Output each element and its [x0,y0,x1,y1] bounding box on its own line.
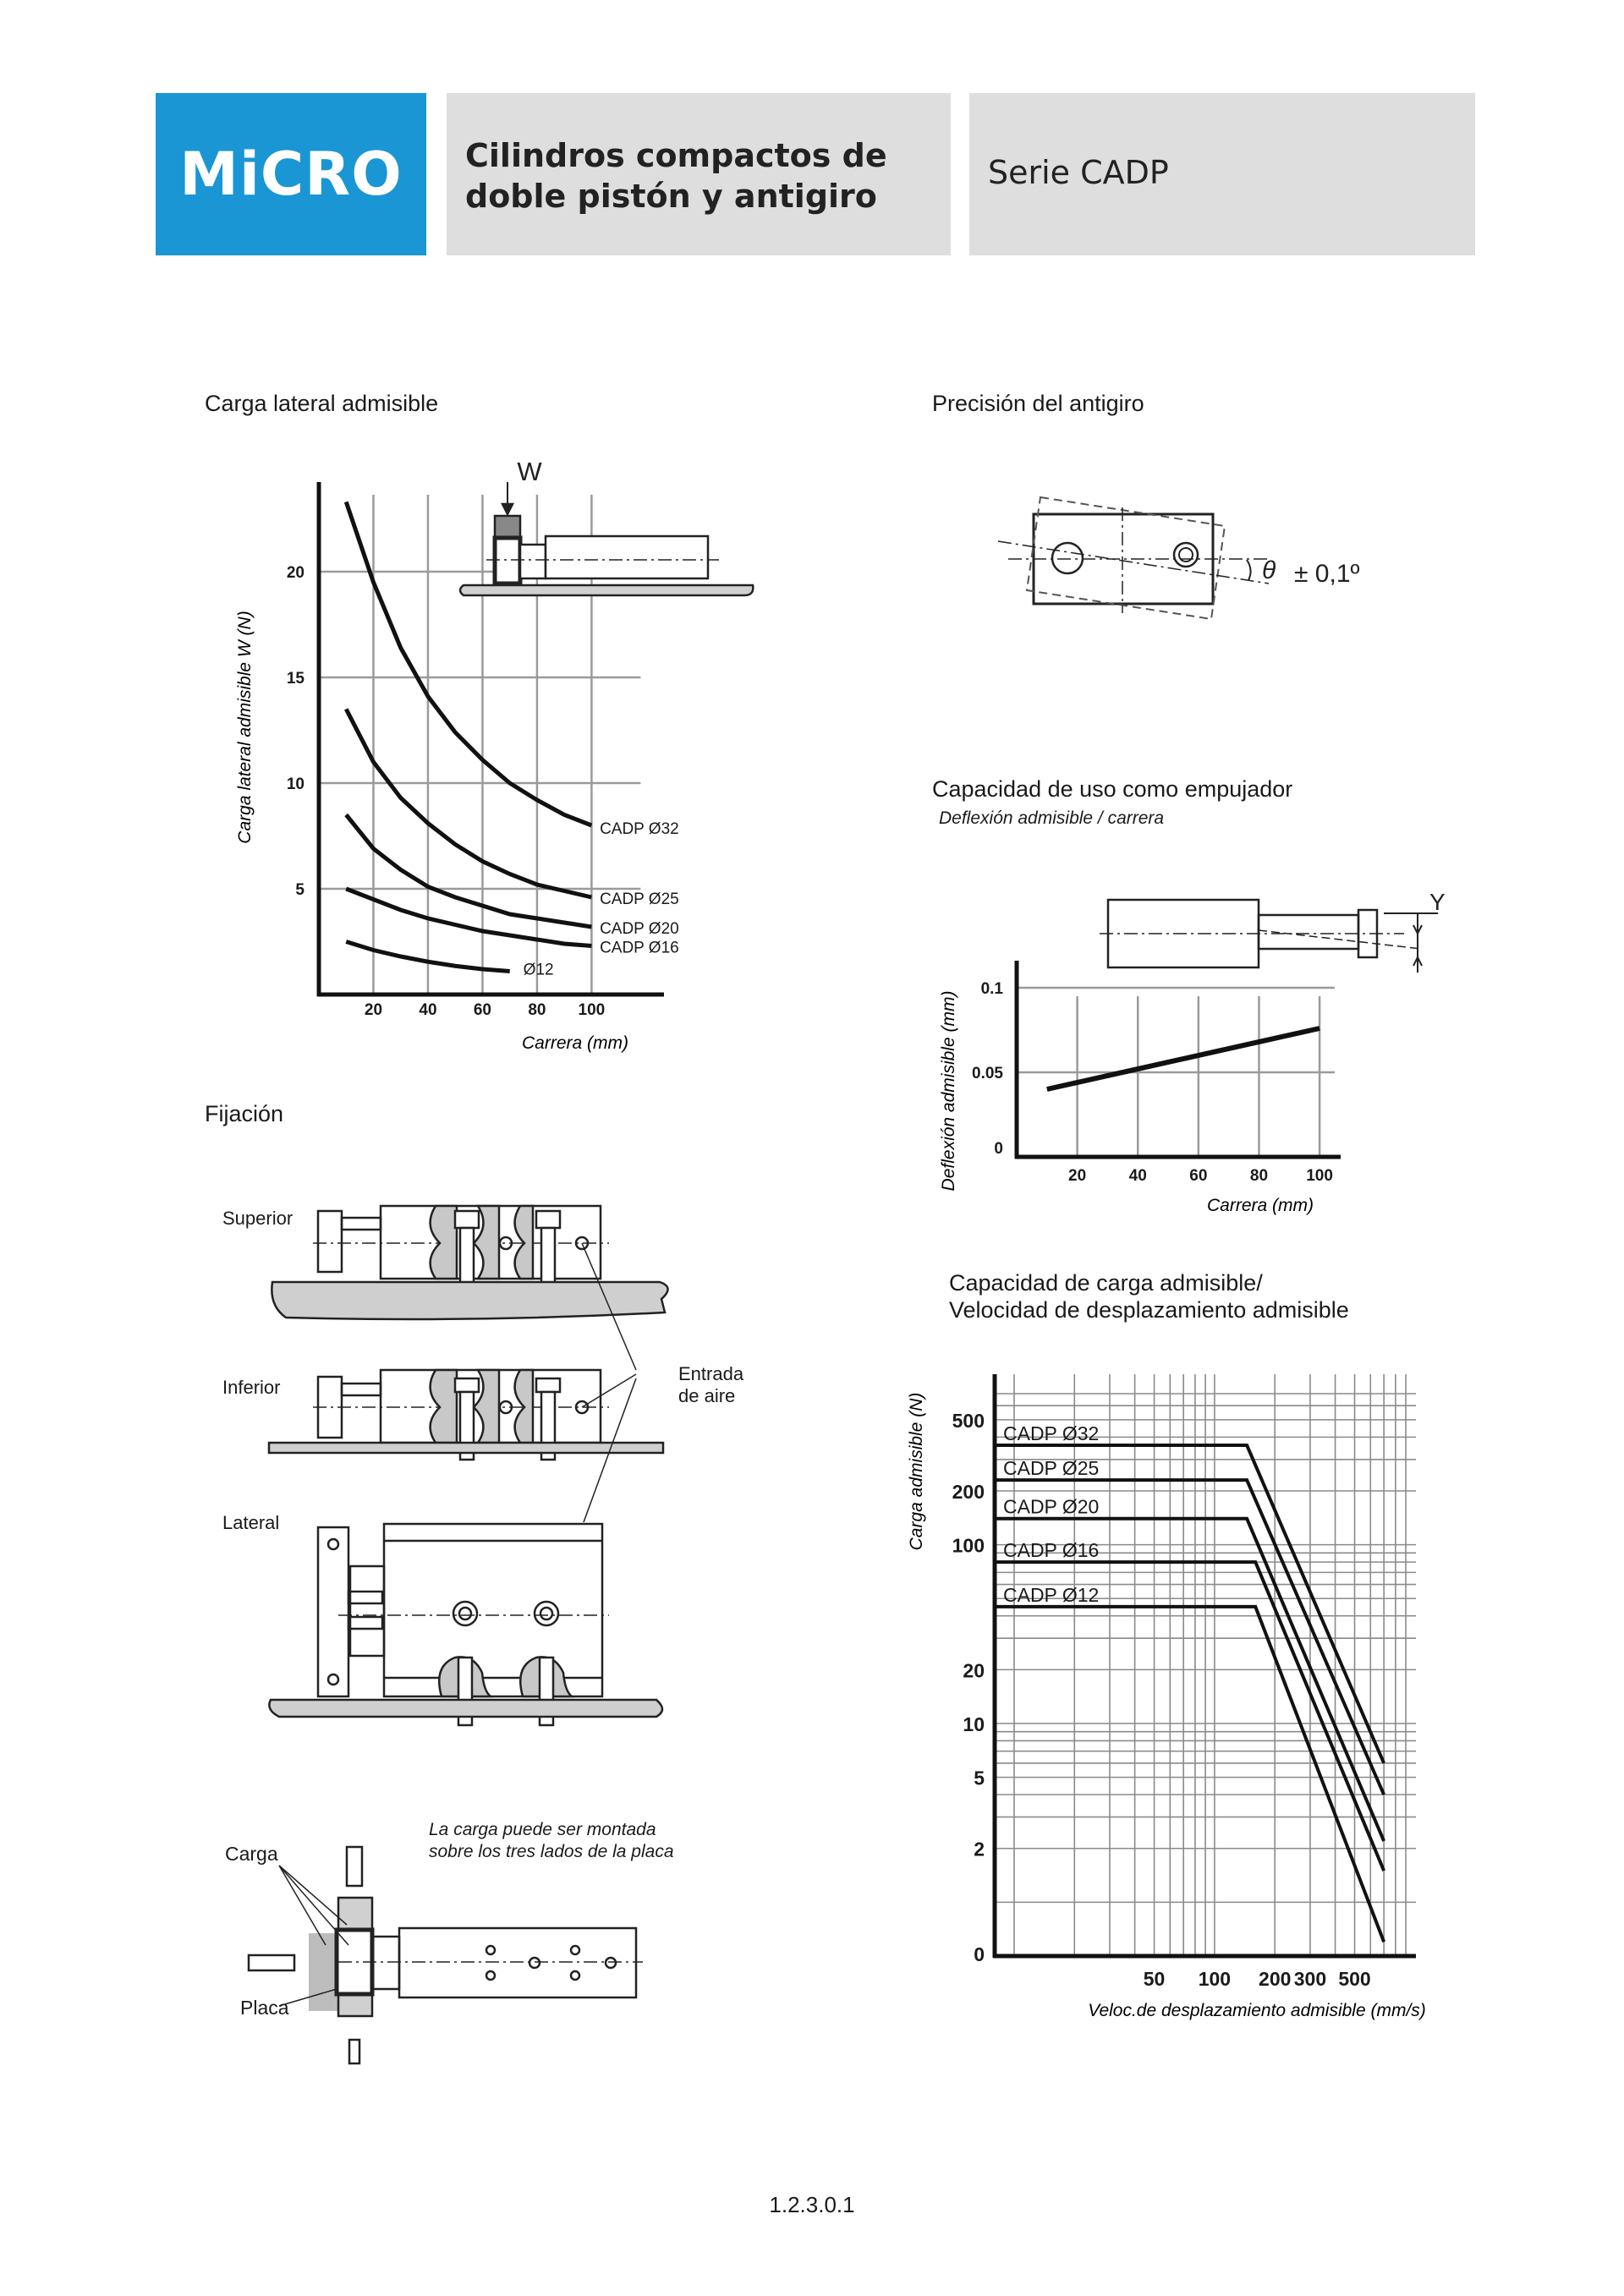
fixing-lateral-label: Lateral [222,1512,280,1533]
force-w-label: W [517,457,542,486]
load-note-line2: sobre los tres lados de la placa [429,1842,674,1861]
load-plate-drawing [249,1847,643,2063]
y-tick-label: 20 [963,1659,985,1682]
speed-load-title-line1: Capacidad de carga admisible/ [949,1270,1263,1296]
x-tick-label: 60 [1189,1167,1208,1185]
x-tick-label: 40 [1128,1167,1147,1185]
fixing-superior-label: Superior [222,1208,294,1229]
series-label: Ø12 [523,961,554,979]
antirotation-title: Precisión del antigiro [932,391,1144,416]
lateral-load-ylabel: Carga lateral admisible W (N) [235,611,255,844]
lateral-load-chart [235,457,753,1053]
series-label: CADP Ø16 [1003,1539,1100,1562]
fixing-lateral-drawing [269,1524,662,1725]
deflection-line [1047,1028,1320,1089]
x-tick-label: 500 [1338,1968,1371,1990]
air-inlet-line1: Entrada [678,1363,744,1384]
theta-label: θ [1262,556,1276,584]
pusher-y-label: Y [1429,889,1446,915]
x-tick-label: 300 [1293,1968,1327,1990]
y-tick-label: 500 [952,1409,985,1432]
fixing-superior-drawing [272,1206,667,1319]
y-tick-label: 10 [286,775,304,793]
curve-cadp-25 [346,710,591,898]
x-tick-label: 100 [1198,1968,1232,1990]
speed-load-xlabel: Veloc.de desplazamiento admisible (mm/s) [1088,2001,1426,2020]
speed-load-title-line2: Velocidad de desplazamiento admisible [949,1297,1349,1323]
x-tick-label: 60 [473,1001,492,1019]
series-label: CADP Ø32 [1003,1422,1100,1445]
x-tick-label: 100 [578,1001,606,1019]
y-tick-label: 5 [974,1767,985,1789]
header-title-line2: doble pistón y antigiro [465,178,877,215]
y-tick-label: 0.1 [980,980,1003,998]
y-tick-label: 200 [952,1481,985,1504]
y-tick-label: 20 [286,564,304,582]
y-tick-label: 0.05 [972,1065,1003,1082]
logo-text: MiCRO [179,140,403,209]
header-series: Serie CADP [988,154,1169,191]
x-tick-label: 40 [419,1001,437,1019]
series-label: CADP Ø12 [1003,1583,1100,1606]
x-tick-label: 100 [1306,1167,1333,1185]
deflection-ylabel: Deflexión admisible (mm) [939,990,958,1192]
x-tick-label: 20 [364,1001,383,1019]
x-tick-label: 80 [1249,1167,1269,1185]
x-tick-label: 50 [1143,1968,1166,1990]
header-title-line1: Cilindros compactos de [465,137,887,174]
pusher-title: Capacidad de uso como empujador [932,776,1293,802]
carga-label: Carga [225,1843,278,1865]
lateral-load-title: Carga lateral admisible [205,391,439,416]
curve-cadp-25 [995,1480,1384,1795]
page-number: 1.2.3.0.1 [769,2192,855,2217]
placa-label: Placa [240,1997,289,2019]
series-label: CADP Ø20 [600,920,679,938]
y-tick-label: 100 [952,1534,985,1557]
series-label: CADP Ø25 [600,890,679,908]
speed-load-chart [907,1374,1426,2020]
x-tick-label: 200 [1259,1968,1292,1990]
deflection-chart [939,961,1341,1215]
fixing-inferior-label: Inferior [222,1377,281,1398]
load-note-line1: La carga puede ser montada [429,1820,656,1839]
curve-cadp-20 [346,815,591,928]
y-tick-label: 0 [974,1943,985,1965]
curve-cadp-16 [346,889,591,946]
air-inlet-line2: de aire [678,1385,736,1406]
x-tick-label: 80 [528,1001,546,1019]
y-tick-label: 10 [963,1713,985,1735]
speed-load-ylabel: Carga admisible (N) [907,1392,926,1551]
lateral-load-xlabel: Carrera (mm) [522,1033,628,1053]
y-tick-label: 0 [994,1140,1003,1158]
y-tick-label: 2 [974,1838,985,1860]
pusher-cylinder-sketch [1100,900,1438,973]
pusher-subtitle: Deflexión admisible / carrera [939,808,1165,828]
antirotation-value: ± 0,1º [1294,560,1360,588]
x-tick-label: 20 [1068,1167,1087,1185]
deflection-xlabel: Carrera (mm) [1207,1196,1314,1215]
series-label: CADP Ø16 [600,939,679,957]
series-label: CADP Ø20 [1003,1495,1100,1518]
y-tick-label: 15 [286,670,304,688]
series-label: CADP Ø25 [1003,1457,1100,1480]
antirotation-diagram [998,497,1269,619]
series-label: CADP Ø32 [600,820,679,838]
lateral-load-cylinder-sketch [460,482,753,595]
fixing-title: Fijación [205,1101,284,1126]
y-tick-label: 5 [295,881,304,899]
